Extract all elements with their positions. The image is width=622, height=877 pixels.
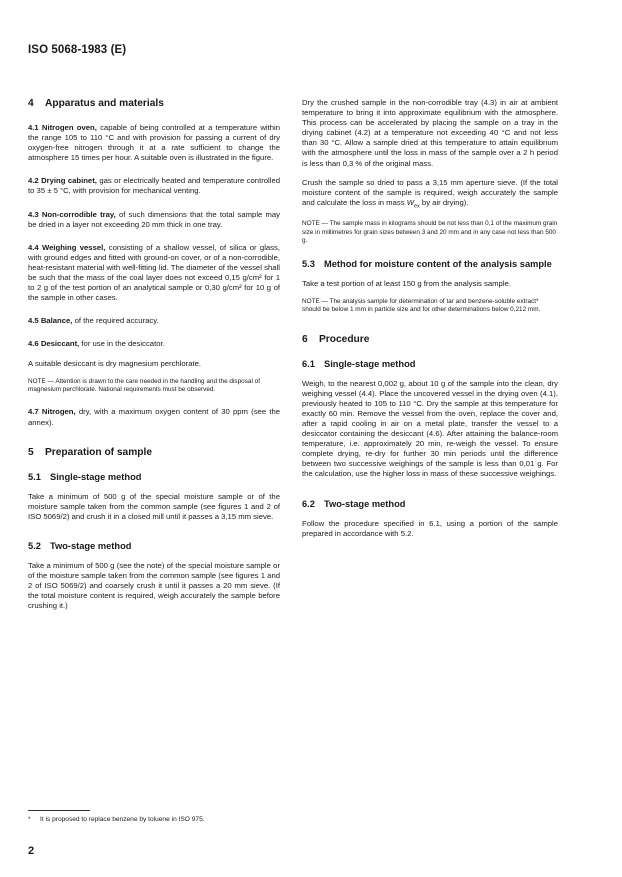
clause-4-1: 4.1 Nitrogen oven, capable of being controlled at a temperature within the range 105 to 110 °C and with provision for passing a current of dry oxygen-free nitrogen through it at a rate sufficient to change the atmosphere 15 times per hour. A suitable oven is illustrated in the figure.	[28, 123, 280, 163]
note-perchlorate: NOTE — Attention is drawn to the care needed in the handling and the disposal of magnesium perchlorate. National requirements must be observed.	[28, 377, 260, 393]
clause-4-6: 4.6 Desiccant, for use in the desiccator.	[28, 339, 165, 349]
left-column	[28, 98, 280, 611]
section-5-3-heading: 5.3 Method for moisture content of the analysis sample	[302, 258, 552, 269]
section-5-1-text: Take a minimum of 500 g of the special moisture sample or of the moisture sample taken from the common sample (see figures 1 and 2 of ISO 5069/2) and crush it in a closed mill until it passes a 3,15 mm sieve.	[28, 491, 280, 521]
note-sample-mass: NOTE — The sample mass in kilograms should be not less than 0,1 of the maximum grain size in millimetres for grain sizes between 3 and 20 mm and in any case not less than 500 g.	[302, 220, 558, 245]
section-5-1-heading: 5.1 Single-stage method	[28, 471, 142, 482]
clause-4-3: 4.3 Non-corrodible tray, of such dimensions that the total sample may be dried in a layer not exceeding 20 mm thick in one tray.	[28, 209, 280, 229]
page-number: 2	[28, 845, 35, 857]
clause-4-6-desiccant: A suitable desiccant is dry magnesium perchlorate.	[28, 358, 202, 368]
section-5-2-text: Take a minimum of 500 g (see the note) of the special moisture sample or of the moisture sample taken from the common sample (see figures 1 and 2 of ISO 5069/2) and coarsely crush it until it passes a 20 mm sieve. (If the total moisture content is required, weigh accurately the sample before crushing it.)	[28, 560, 280, 611]
section-6-2-text: Follow the procedure specified in 6.1, using a portion of the sample prepared in accordance with 5.2.	[302, 518, 558, 538]
section-6-1-heading: 6.1 Single-stage method	[302, 358, 416, 369]
footnote-divider	[28, 810, 90, 811]
clause-4-2: 4.2 Drying cabinet, gas or electrically heated and temperature controlled to 35 ± 5 °C, with provision for mechanical venting.	[28, 176, 281, 196]
note-analysis-sample: NOTE — The analysis sample for determination of tar and benzene-soluble extract* should be below 1 mm in particle size and for other determinations below 0,212 mm.	[302, 297, 541, 314]
footnote: * It is proposed to replace benzene by toluene in ISO 975.	[28, 816, 205, 823]
section-5-2-para-3: Crush the sample so dried to pass a 3,15 mm aperture sieve. (If the total moisture content of the sample is required, weigh accurately the sample and calculate the loss in mass $W_{ex}$ by air drying).	[302, 177, 558, 210]
section-6-heading: 6 Procedure	[302, 333, 370, 345]
section-5-heading: 5 Preparation of sample	[28, 446, 152, 458]
section-4-heading: 4 Apparatus and materials	[28, 98, 164, 109]
section-6-1-text: Weigh, to the nearest 0,002 g, about 10 g of the sample into the clean, dry weighing vessel (4.4). Place the uncovered vessel in the drying oven (4.1), previously heated to 105 to 110 °C. Dry the sample at this temperature for exactly 60 min. Remove the vessel from the oven, replace the cover and, after a rapid cooling in air on a metal plate, transfer the vessel to a desiccator containing the desiccant (4.6). After attaining the balance-room temperature, i.e. approximately 20 min, re-weigh the vessel. To ensure complete drying, re-dry for further 30 min periods until the difference between two successive weighings of the sample is less than 0,01 g. For the calculation, use the higher loss in mass of these successive weighings.	[302, 378, 558, 479]
section-5-3-text: Take a test portion of at least 150 g from the analysis sample.	[302, 278, 511, 288]
clause-4-5: 4.5 Balance, of the required accuracy.	[28, 316, 159, 326]
section-5-2-heading: 5.2 Two-stage method	[28, 540, 132, 551]
clause-4-7: 4.7 Nitrogen, dry, with a maximum oxygen content of 30 ppm (see the annex).	[28, 407, 281, 427]
section-6-2-heading: 6.2 Two-stage method	[302, 498, 406, 509]
clause-4-4: 4.4 Weighing vessel, consisting of a shallow vessel, of silica or glass, with ground edges and fitted with ground-on cover, or of a non-corrodible, heat-resistant material with well-fitting lid. The diameter of the vessel shall be such that the mass of the coal layer does not exceed 0,15 g/cm² for 1 to 2 g of the test portion of an analytical sample or 0,30 g/cm² for 10 g of the sample in other cases.	[28, 242, 281, 303]
section-5-2-para-2: Dry the crushed sample in the non-corrodible tray (4.3) in air at ambient temperature to bring it into approximate equilibrium with the atmosphere. This process can be accelerated by placing the sample on a tray in the drying cabinet (4.2) at a temperature not exceeding 40 °C and not less than 30 °C. Allow a sample dried at this temperature to attain equilibrium with the atmosphere until the loss in mass of the sample over a 2 h period is less than 0,3 % of the original mass.	[302, 98, 558, 168]
document-header: ISO 5068-1983 (E)	[28, 44, 127, 56]
right-column	[302, 98, 558, 539]
